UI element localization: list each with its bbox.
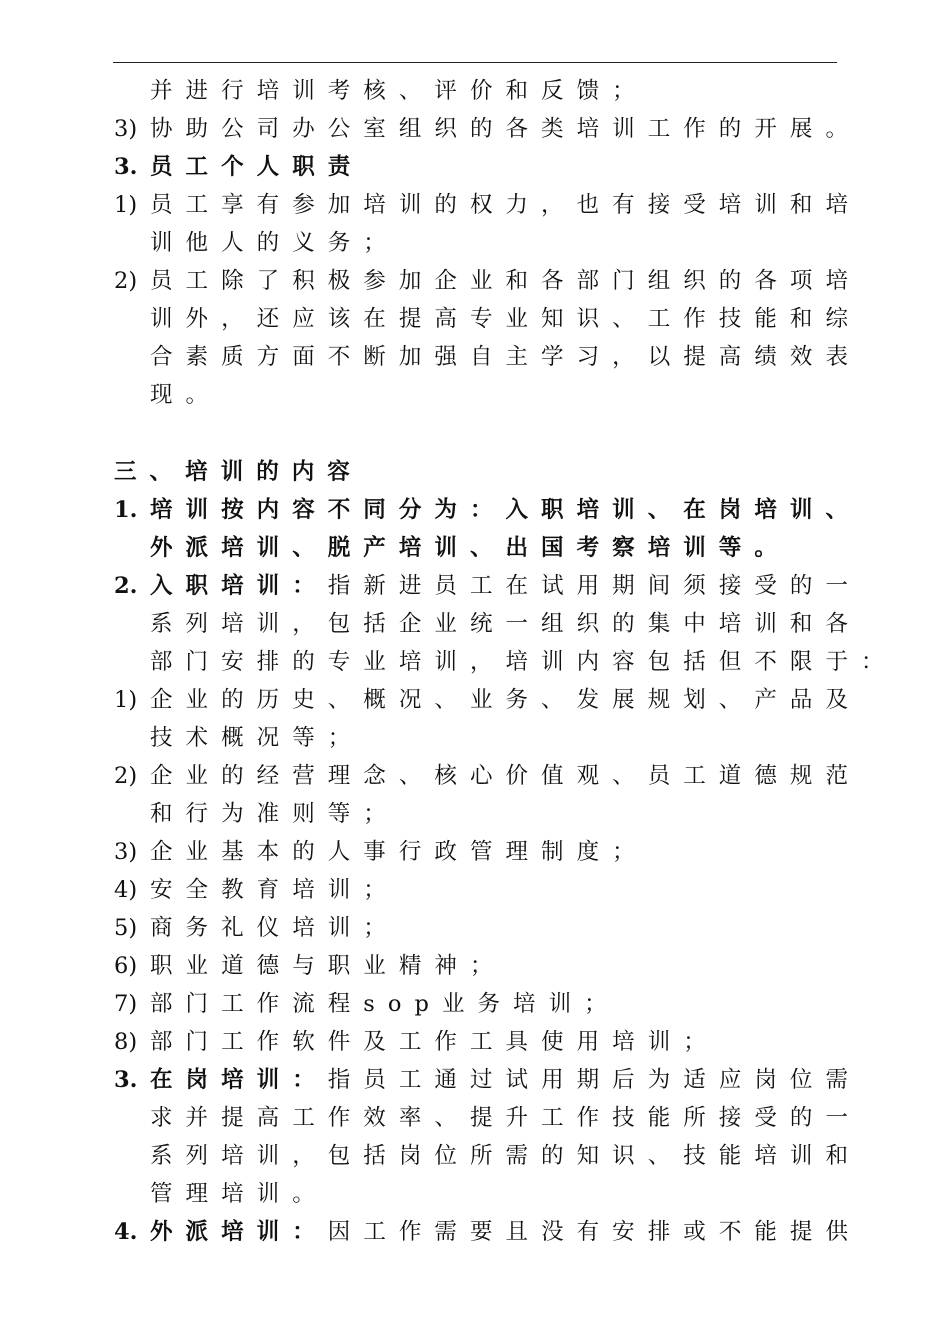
term-definition: 指新进员工在试用期间须接受的一 bbox=[327, 573, 862, 599]
line-text: 管理培训。 bbox=[150, 1181, 328, 1207]
line-text: 安全教育培训； bbox=[150, 877, 399, 903]
header-rule bbox=[113, 62, 837, 63]
line-text: 培训按内容不同分为：入职培训、在岗培训、 bbox=[150, 497, 862, 523]
line-text bbox=[150, 567, 861, 605]
line-text: 技术概况等； bbox=[150, 725, 364, 751]
line-text: 员工除了积极参加企业和各部门组织的各项培 bbox=[150, 268, 862, 294]
list-number: 3. bbox=[114, 1067, 138, 1093]
list-number: 2. bbox=[114, 573, 138, 599]
line-text: 员工享有参加培训的权力，也有接受培训和培 bbox=[150, 192, 862, 218]
line-text: 部门安排的专业培训，培训内容包括但不限于： bbox=[150, 649, 897, 675]
list-number: 2) bbox=[114, 763, 138, 789]
line-text: 外派培训、脱产培训、出国考察培训等。 bbox=[150, 535, 790, 561]
line-text: 合素质方面不断加强自主学习，以提高绩效表 bbox=[150, 344, 862, 370]
term-definition: 指员工通过试用期后为适应岗位需 bbox=[327, 1067, 862, 1093]
list-number: 1) bbox=[114, 687, 138, 713]
term-label: 入职培训： bbox=[150, 573, 328, 599]
term-label: 在岗培训： bbox=[150, 1067, 328, 1093]
line-text: 员工个人职责 bbox=[150, 154, 364, 180]
line-text bbox=[150, 1213, 861, 1251]
line-text: 协助公司办公室组织的各类培训工作的开展。 bbox=[150, 116, 862, 142]
line-text: 系列培训，包括岗位所需的知识、技能培训和 bbox=[150, 1143, 862, 1169]
line-text: 企业的经营理念、核心价值观、员工道德规范 bbox=[150, 763, 862, 789]
line-text: 企业的历史、概况、业务、发展规划、产品及 bbox=[150, 687, 862, 713]
line-text: 并进行培训考核、评价和反馈； bbox=[150, 78, 648, 104]
line-text bbox=[150, 1061, 861, 1099]
list-number: 6) bbox=[114, 953, 138, 979]
line-text: 部门工作流程sop业务培训； bbox=[150, 991, 620, 1017]
list-number: 4. bbox=[114, 1219, 138, 1245]
list-number: 3) bbox=[114, 116, 138, 142]
line-text: 和行为准则等； bbox=[150, 801, 399, 827]
list-number: 2) bbox=[114, 268, 138, 294]
line-text: 职业道德与职业精神； bbox=[150, 953, 506, 979]
list-number: 3) bbox=[114, 839, 138, 865]
line-text: 部门工作软件及工作工具使用培训； bbox=[150, 1029, 719, 1055]
list-number: 3. bbox=[114, 154, 138, 180]
list-number: 4) bbox=[114, 877, 138, 903]
line-text: 训他人的义务； bbox=[150, 230, 399, 256]
list-number: 1) bbox=[114, 192, 138, 218]
section-heading: 三、培训的内容 bbox=[114, 459, 363, 485]
list-number: 1. bbox=[114, 497, 138, 523]
line-text: 企业基本的人事行政管理制度； bbox=[150, 839, 648, 865]
line-text: 训外，还应该在提高专业知识、工作技能和综 bbox=[150, 306, 862, 332]
term-label: 外派培训： bbox=[150, 1219, 328, 1245]
line-text: 现。 bbox=[150, 382, 222, 408]
line-text: 系列培训，包括企业统一组织的集中培训和各 bbox=[150, 611, 862, 637]
list-number: 8) bbox=[114, 1029, 138, 1055]
line-text: 商务礼仪培训； bbox=[150, 915, 399, 941]
list-number: 7) bbox=[114, 991, 138, 1017]
line-text: 求并提高工作效率、提升工作技能所接受的一 bbox=[150, 1105, 862, 1131]
term-definition: 因工作需要且没有安排或不能提供 bbox=[327, 1219, 862, 1245]
list-number: 5) bbox=[114, 915, 138, 941]
